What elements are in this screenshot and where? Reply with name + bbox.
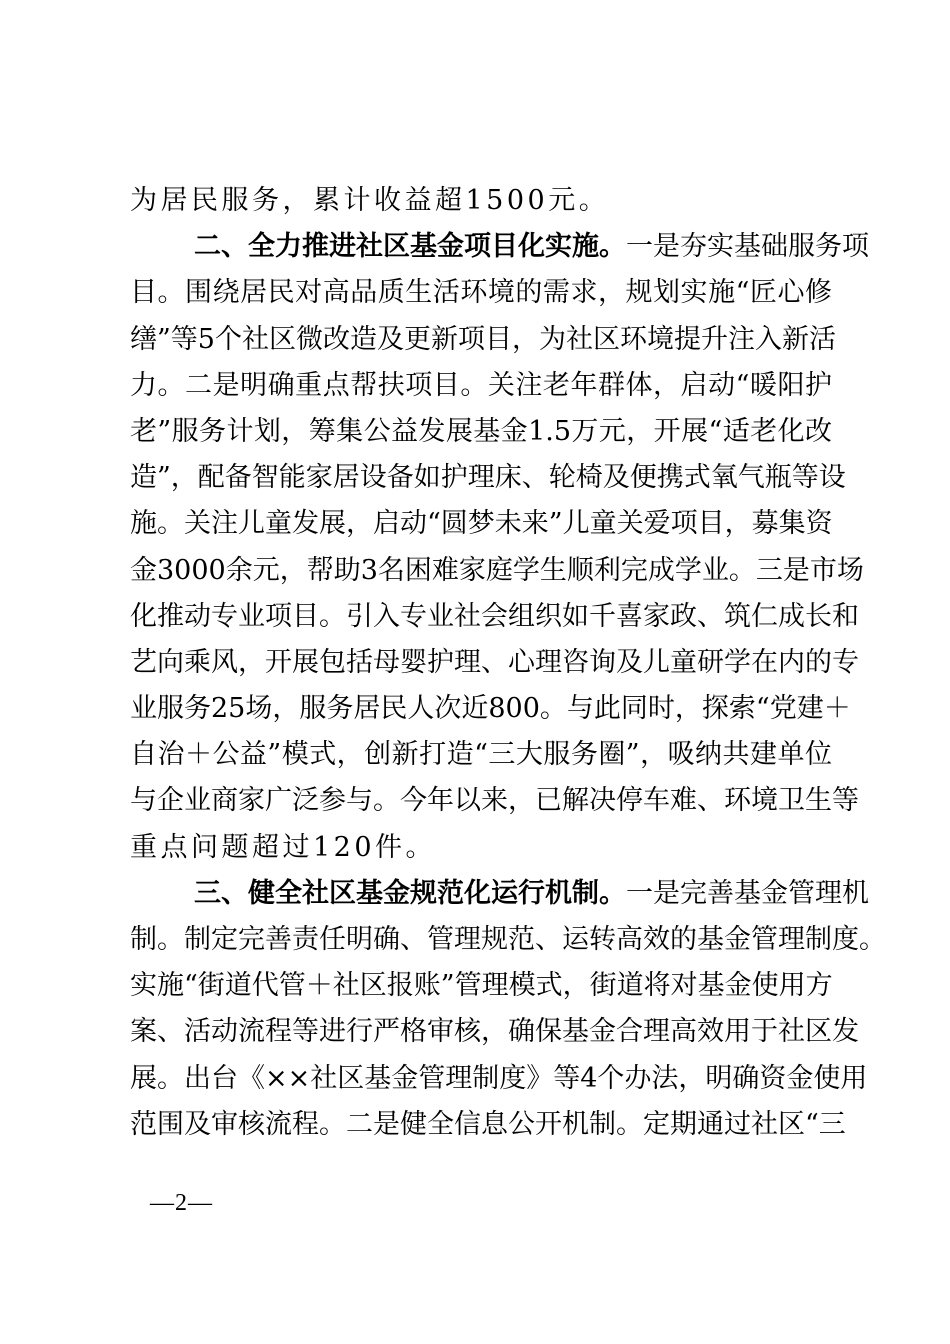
text-line: [130, 963, 832, 1009]
line-text: 展。出台《××社区基金管理制度》等4个办法，明确资金使用: [130, 1062, 868, 1094]
line-text: 造”，配备智能家居设备如护理床、轮椅及便携式氧气瓶等设: [130, 462, 846, 494]
line-text: 实施“街道代管＋社区报账”管理模式，街道将对基金使用方: [130, 970, 833, 1002]
text-line: [130, 732, 832, 778]
text-line: [130, 178, 832, 224]
line-text: 与企业商家广泛参与。今年以来，已解决停车难、环境卫生等: [130, 785, 859, 817]
text-line: [130, 455, 846, 501]
line-text: 缮”等5个社区微改造及更新项目，为社区环境提升注入新活: [130, 323, 836, 355]
text-line: [130, 363, 832, 409]
text-line: [130, 224, 869, 270]
line-text: 施。关注儿童发展，启动“圆梦未来”儿童关爱项目，募集资: [130, 508, 833, 540]
text-line: [130, 825, 832, 871]
text-line: [130, 548, 864, 594]
section-heading: 二、全力推进社区基金项目化实施。: [194, 231, 626, 263]
line-text: 自治＋公益”模式，创新打造“三大服务圈”，吸纳共建单位: [130, 739, 832, 771]
text-line: [130, 917, 886, 963]
line-text: 化推动专业项目。引入专业社会组织如千喜家政、筑仁成长和: [130, 600, 859, 632]
line-text: 金3000余元，帮助3名困难家庭学生顺利完成学业。三是市场: [130, 554, 864, 586]
text-line: [130, 317, 836, 363]
text-line: [130, 1056, 868, 1102]
text-line: [130, 1009, 859, 1055]
line-text: 为居民服务，累计收益超1500元。: [130, 185, 610, 216]
text-line: [130, 409, 832, 455]
line-text: 老”服务计划，筹集公益发展基金1.5万元，开展“适老化改: [130, 415, 832, 447]
line-text: 范围及审核流程。二是健全信息公开机制。定期通过社区“三: [130, 1108, 846, 1140]
line-text: 艺向乘风，开展包括母婴护理、心理咨询及儿童研学在内的专: [130, 646, 859, 678]
document-body: [130, 178, 886, 1148]
text-line: [130, 686, 851, 732]
text-line: [130, 501, 832, 547]
text-line: [130, 1102, 846, 1148]
text-line: [130, 778, 859, 824]
line-text: 一是完善基金管理机: [626, 877, 869, 909]
line-text: 力。二是明确重点帮扶项目。关注老年群体，启动“暖阳护: [130, 369, 832, 401]
line-text: 一是夯实基础服务项: [626, 231, 869, 263]
text-line: [130, 270, 832, 316]
text-line: [130, 871, 869, 917]
text-line: [130, 640, 859, 686]
page-number: —2—: [150, 1190, 213, 1216]
line-text: 案、活动流程等进行严格审核，确保基金合理高效用于社区发: [130, 1016, 859, 1048]
line-text: 目。围绕居民对高品质生活环境的需求，规划实施“匠心修: [130, 277, 832, 309]
line-text: 业服务25场，服务居民人次近800。与此同时，探索“党建＋: [130, 693, 851, 725]
line-text: 制。制定完善责任明确、管理规范、运转高效的基金管理制度。: [130, 924, 886, 955]
line-text: 重点问题超过120件。: [130, 831, 437, 863]
section-heading: 三、健全社区基金规范化运行机制。: [194, 877, 626, 909]
text-line: [130, 594, 859, 640]
